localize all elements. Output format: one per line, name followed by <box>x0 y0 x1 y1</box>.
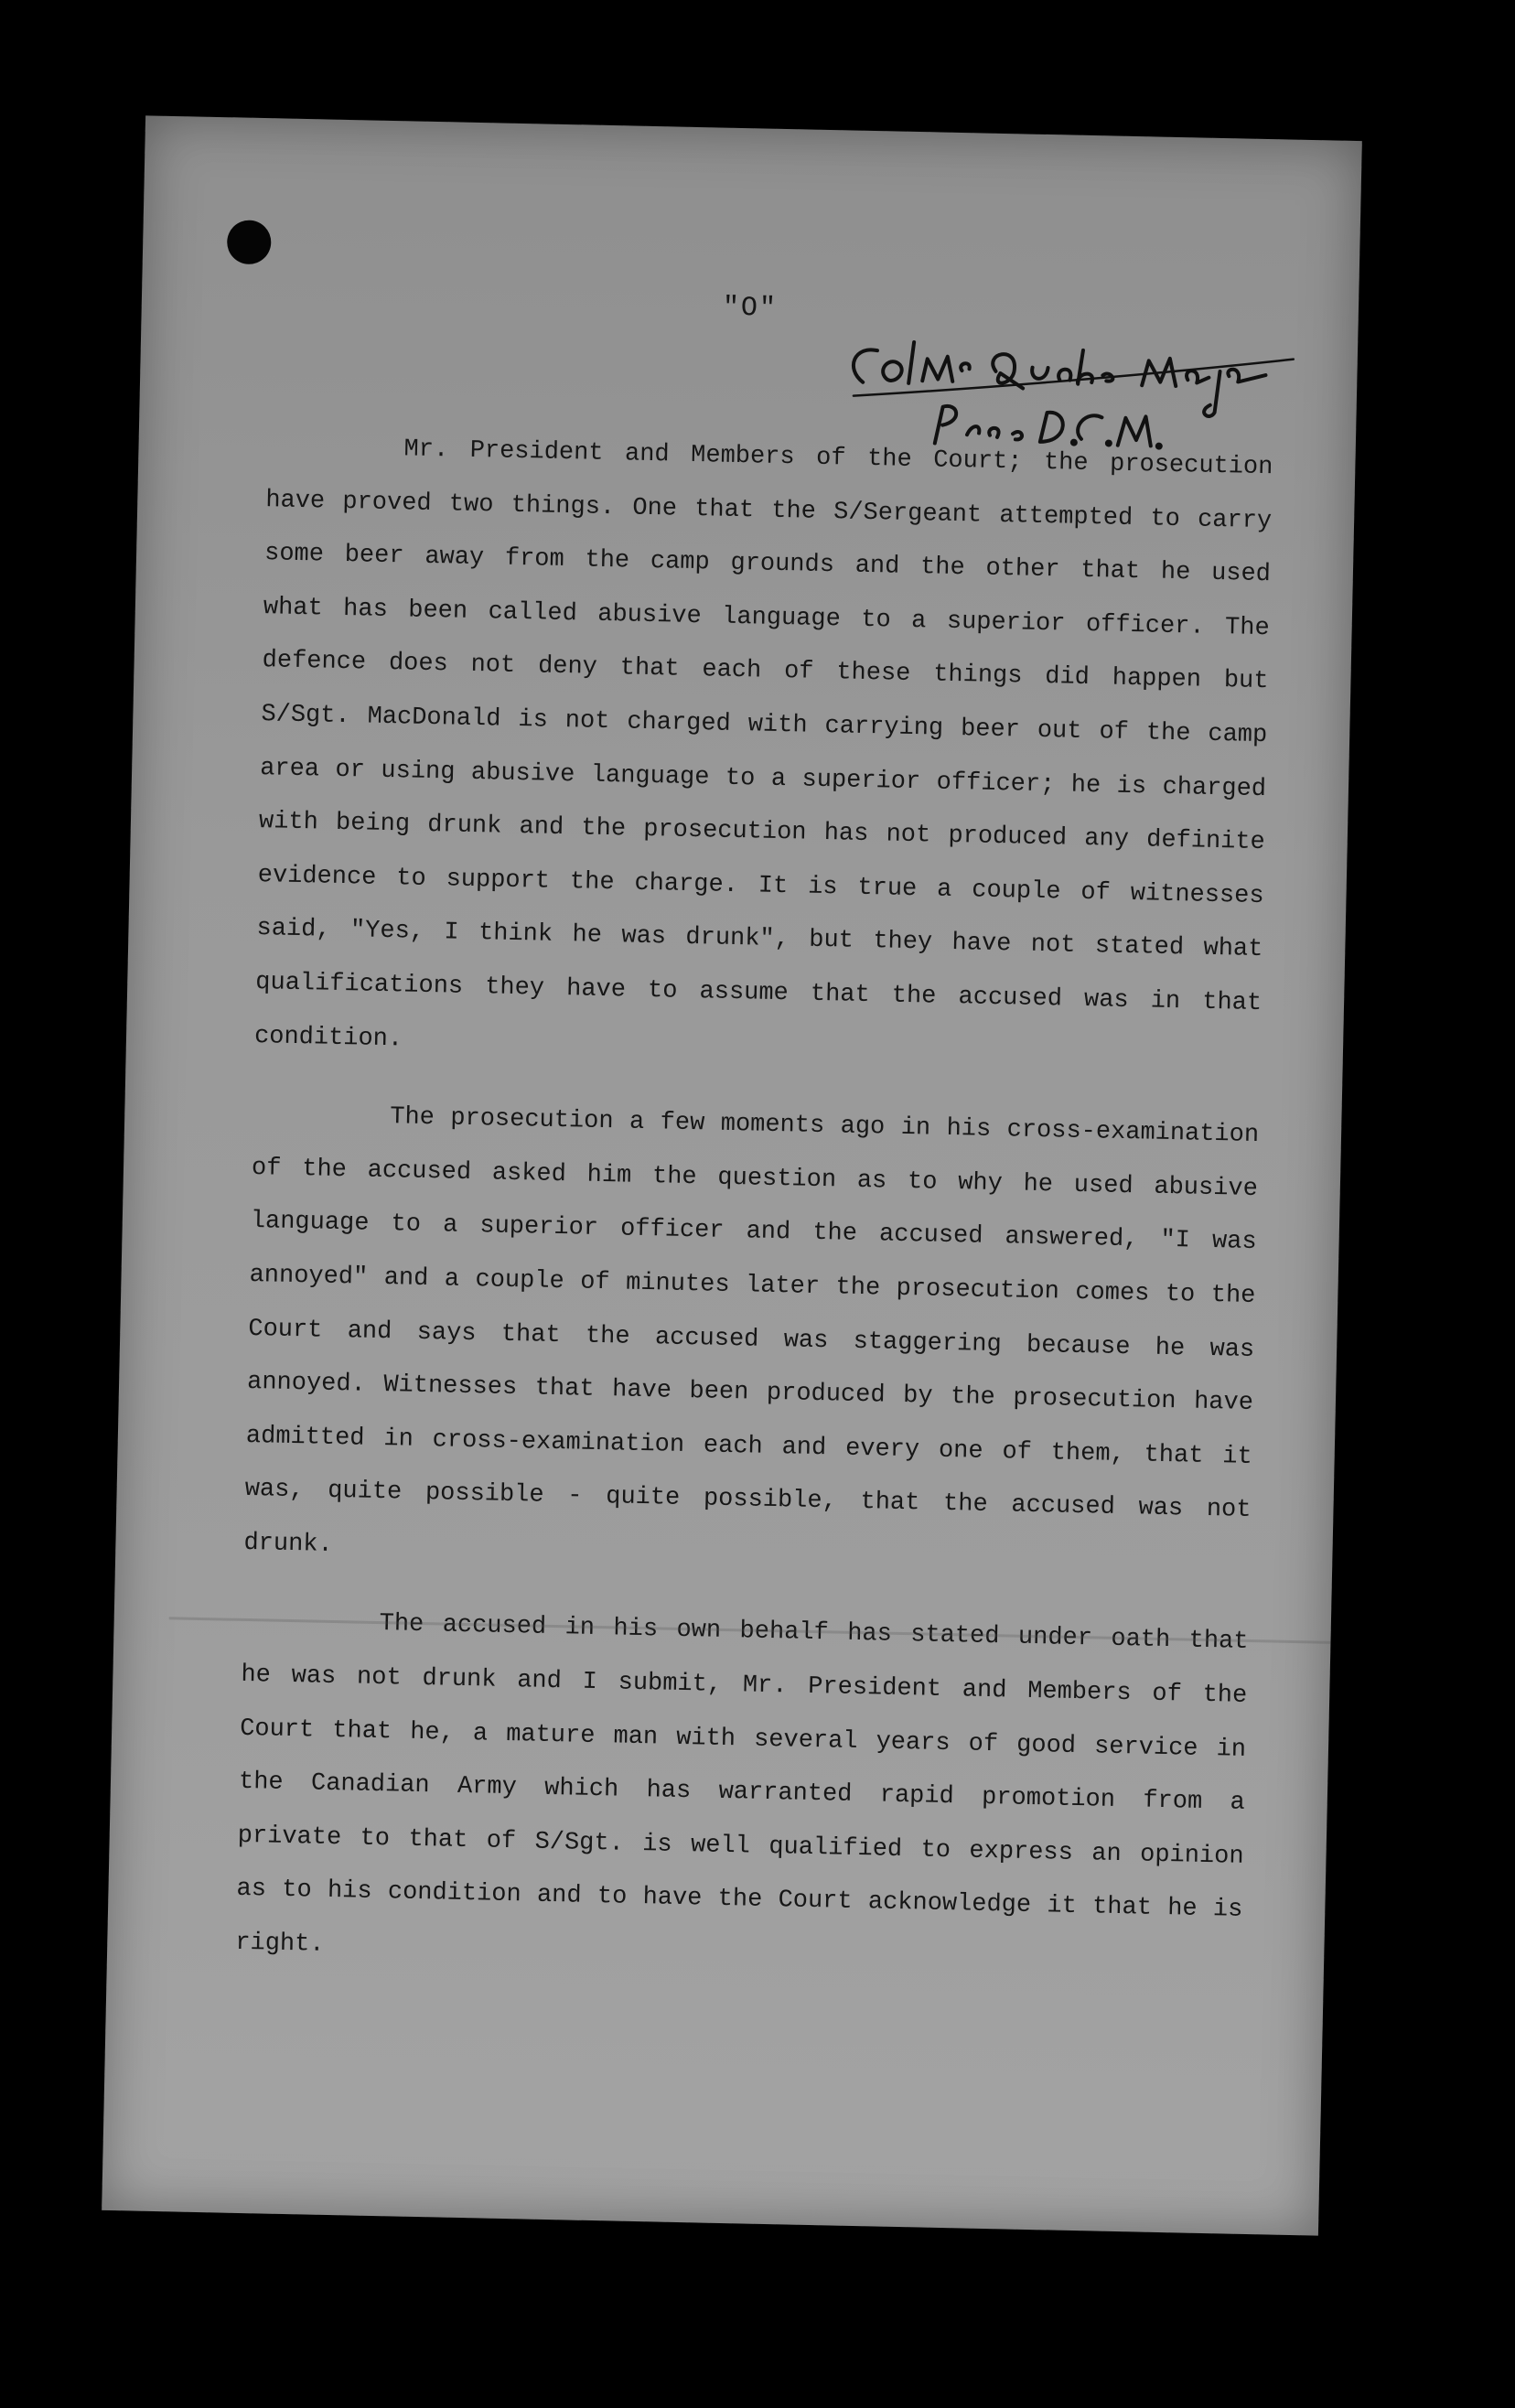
memorandum-body <box>234 420 1273 2016</box>
paragraph-1: Mr. President and Members of the Court; the prosecution have proved two things. One that the S/Sergeant attempted to carry some beer away from the camp grounds and the other that he used what has been called abusive language to a superior officer. The defence does not deny that each of these things did happen but S/Sgt. MacDonald is not charged with carrying beer out of the camp area or using abusive language to a superior officer; he is charged with being drunk and the prosecution has not produced any definite evidence to support the charge. It is true a couple of witnesses said, "Yes, I think he was drunk", but they have not stated what qualifications they have to assume that the accused was in that condition. <box>253 435 1273 1053</box>
punch-hole <box>227 220 272 264</box>
page-marker: "O" <box>722 292 779 325</box>
paragraph-3: The accused in his own behalf has stated under oath that he was not drunk and I submit, Mr. President and Members of the Court that he, a mature man with several years of good service in the Canadian Army which has warranted rapid promotion from a private to that of S/Sgt. is well qualified to express an opinion as to his condition and to have the Court acknowledge it that he is right. <box>234 1610 1249 1959</box>
paragraph-2: The prosecution a few moments ago in his cross-examination of the accused asked him the question as to why he used abusive language to a superior officer and the accused answered, "I was annoyed" and a couple of minutes later the prosecution comes to the Court and says that the accused was staggering because he was annoyed. Witnesses that have been produced by the prosecution have admitted in cross-examination each and every one of them, that it was, quite possible - quite possible, that the accused was not drunk. <box>243 1103 1260 1559</box>
document-page <box>102 115 1362 2235</box>
